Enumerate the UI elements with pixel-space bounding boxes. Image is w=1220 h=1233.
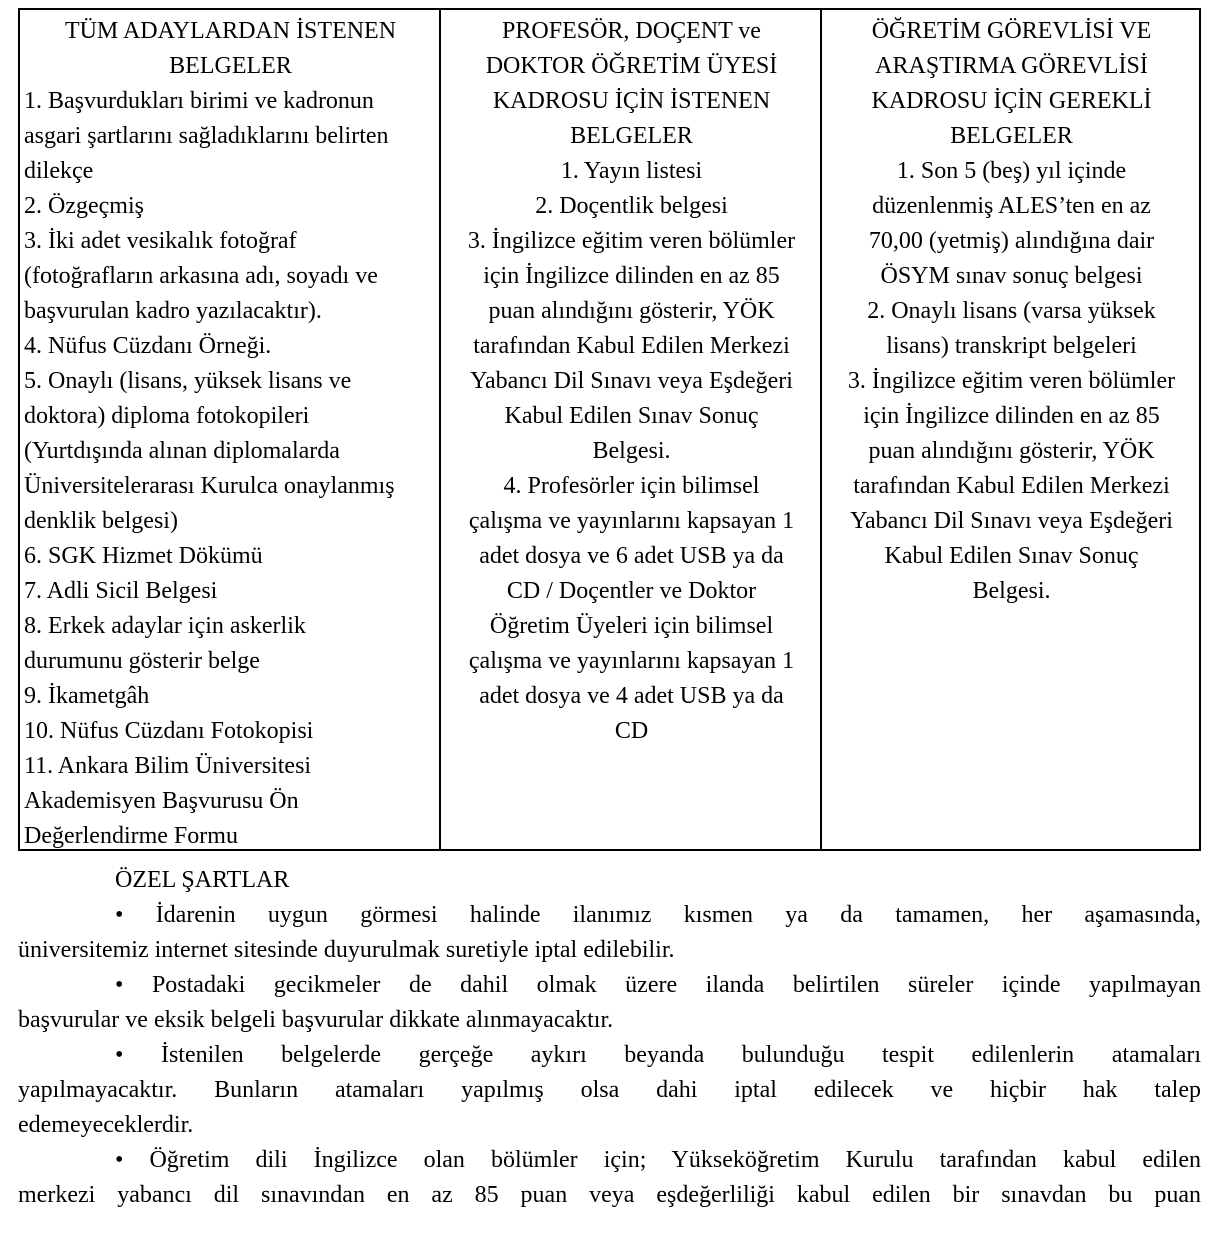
document-item-line: ÖSYM sınav sonuç belgesi (880, 263, 1143, 289)
column-header-line: DOKTOR ÖĞRETİM ÜYESİ (485, 53, 778, 79)
document-item-line: 2. Doçentlik belgesi (535, 193, 728, 219)
document-item-line: tarafından Kabul Edilen Merkezi (473, 333, 790, 359)
condition-paragraph-line: başvurular ve eksik belgeli başvurular dikkate alınmayacaktır. (18, 1007, 614, 1033)
document-item-line: Öğretim Üyeleri için bilimsel (489, 613, 774, 639)
document-item-line: 1. Yayın listesi (560, 158, 703, 184)
document-item-line: 1. Son 5 (beş) yıl içinde (896, 158, 1127, 184)
special-conditions-title: ÖZEL ŞARTLAR (115, 867, 290, 893)
document-item-line: 8. Erkek adaylar için askerlik (24, 613, 306, 639)
special-conditions-body (18, 898, 1201, 1213)
document-item-line: Kabul Edilen Sınav Sonuç (504, 403, 759, 429)
document-item-line: 3. İngilizce eğitim veren bölümler (847, 368, 1176, 394)
column-header-line: BELGELER (570, 123, 693, 149)
document-item-line: için İngilizce dilinden en az 85 (863, 403, 1160, 429)
document-item-line: Değerlendirme Formu (24, 823, 238, 849)
document-item-line: adet dosya ve 4 adet USB ya da (479, 683, 784, 709)
document-item-line: adet dosya ve 6 adet USB ya da (479, 543, 784, 569)
document-item-line: düzenlenmiş ALES’ten en az (872, 193, 1151, 219)
document-item-line: 4. Nüfus Cüzdanı Örneği. (24, 333, 272, 359)
document-item-line: 2. Özgeçmiş (24, 193, 144, 219)
document-item-line: Belgesi. (592, 438, 671, 464)
document-item-line: lisans) transkript belgeleri (886, 333, 1137, 359)
condition-paragraph-line: edemeyeceklerdir. (18, 1112, 194, 1138)
column-header-line: KADROSU İÇİN İSTENEN (492, 88, 771, 114)
document-item-line: Yabancı Dil Sınavı veya Eşdeğeri (850, 508, 1173, 534)
document-item-line: Akademisyen Başvurusu Ön (24, 788, 299, 814)
column-lecturer (822, 10, 1199, 849)
document-item-line: 9. İkametgâh (24, 683, 150, 709)
special-conditions (18, 863, 1201, 1213)
document-item-line: için İngilizce dilinden en az 85 (483, 263, 780, 289)
condition-paragraph-line: • İdarenin uygun görmesi halinde ilanımız kısmen ya da tamamen, her aşamasında, (115, 902, 1201, 928)
condition-paragraph-line: • Öğretim dili İngilizce olan bölümler için; Yükseköğretim Kurulu tarafından kabul edilen (115, 1147, 1201, 1173)
requirements-table (18, 8, 1201, 851)
column-header-line: TÜM ADAYLARDAN İSTENEN (64, 18, 397, 44)
condition-paragraph-line: merkezi yabancı dil sınavından en az 85 puan veya eşdeğerliliği kabul edilen bir sınavdan bu puan (18, 1182, 1201, 1208)
document-item-line: (fotoğrafların arkasına adı, soyadı ve (24, 263, 378, 289)
document-item-line: Belgesi. (972, 578, 1051, 604)
condition-paragraph-line: üniversitemiz internet sitesinde duyurulmak suretiyle iptal edilebilir. (18, 937, 675, 963)
column-header-line: ARAŞTIRMA GÖREVLİSİ (875, 53, 1148, 79)
document-item-line: Kabul Edilen Sınav Sonuç (884, 543, 1139, 569)
document-item-line: 5. Onaylı (lisans, yüksek lisans ve (24, 368, 352, 394)
document-item-line: 3. İki adet vesikalık fotoğraf (24, 228, 297, 254)
column-all-candidates (20, 10, 441, 849)
document-item-line: çalışma ve yayınlarını kapsayan 1 (468, 508, 795, 534)
column-header-line: KADROSU İÇİN GEREKLİ (871, 88, 1152, 114)
column-header-line: BELGELER (169, 53, 292, 79)
document-item-line: tarafından Kabul Edilen Merkezi (853, 473, 1170, 499)
document-item-line: puan alındığını gösterir, YÖK (868, 438, 1155, 464)
document-item-line: CD (614, 718, 649, 744)
document-item-line: durumunu gösterir belge (24, 648, 260, 674)
column-professor (441, 10, 822, 849)
column-header-line: BELGELER (950, 123, 1073, 149)
document-item-line: 1. Başvurdukları birimi ve kadronun (24, 88, 374, 114)
document-item-line: 10. Nüfus Cüzdanı Fotokopisi (24, 718, 314, 744)
column-header-line: PROFESÖR, DOÇENT ve (502, 18, 761, 44)
condition-paragraph-line: yapılmayacaktır. Bunların atamaları yapılmış olsa dahi iptal edilecek ve hiçbir hak talep (18, 1077, 1201, 1103)
document-item-line: doktora) diploma fotokopileri (24, 403, 310, 429)
document-item-line: 6. SGK Hizmet Dökümü (24, 543, 263, 569)
document-item-line: denklik belgesi) (24, 508, 178, 534)
document-item-line: 3. İngilizce eğitim veren bölümler (467, 228, 796, 254)
document-item-line: CD / Doçentler ve Doktor (506, 578, 757, 604)
document-item-line: (Yurtdışında alınan diplomalarda (24, 438, 340, 464)
document-item-line: Yabancı Dil Sınavı veya Eşdeğeri (470, 368, 793, 394)
document-item-line: puan alındığını gösterir, YÖK (488, 298, 775, 324)
document-item-line: 4. Profesörler için bilimsel (503, 473, 760, 499)
condition-paragraph-line: • İstenilen belgelerde gerçeğe aykırı beyanda bulunduğu tespit edilenlerin atamaları (115, 1042, 1201, 1068)
document-item-line: Üniversitelerarası Kurulca onaylanmış (24, 473, 395, 499)
document-item-line: 2. Onaylı lisans (varsa yüksek (867, 298, 1156, 324)
column-header-line: ÖĞRETİM GÖREVLİSİ VE (871, 18, 1152, 44)
document-item-line: 11. Ankara Bilim Üniversitesi (24, 753, 312, 779)
document-item-line: 7. Adli Sicil Belgesi (24, 578, 218, 604)
document-item-line: çalışma ve yayınlarını kapsayan 1 (468, 648, 795, 674)
document-item-line: asgari şartlarını sağladıklarını belirten (24, 123, 389, 149)
condition-paragraph-line: • Postadaki gecikmeler de dahil olmak üzere ilanda belirtilen süreler içinde yapılmayan (115, 972, 1201, 998)
document-item-line: dilekçe (24, 158, 94, 184)
document-item-line: başvurulan kadro yazılacaktır). (24, 298, 322, 324)
document-item-line: 70,00 (yetmiş) alındığına dair (868, 228, 1155, 254)
